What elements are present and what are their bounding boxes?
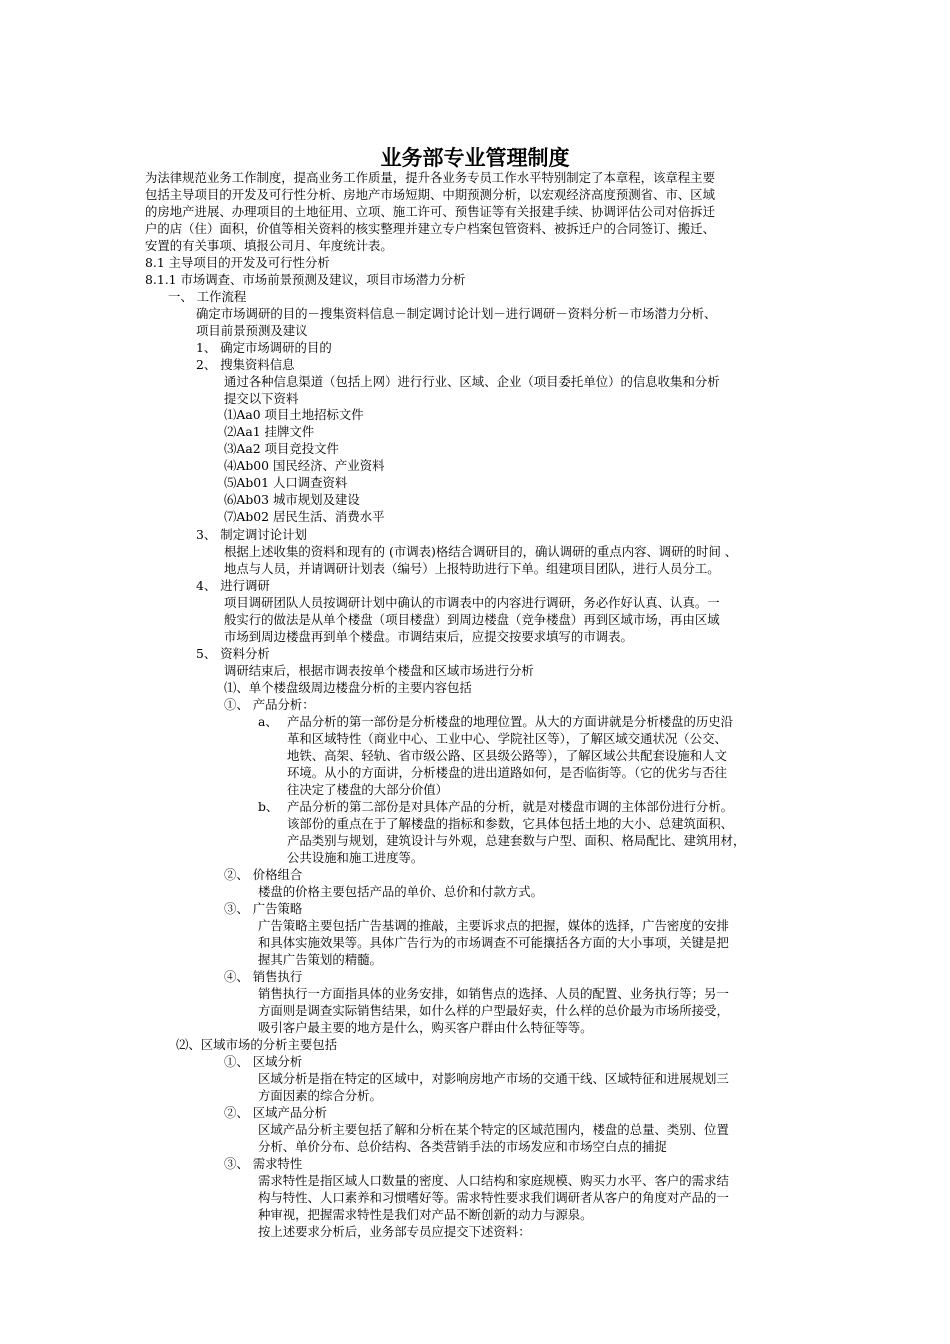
- demand-heading: ③、 需求特性: [224, 1156, 303, 1171]
- material-item: ⑹Ab03 城市规划及建设: [224, 492, 360, 507]
- product-b-line: 产品分析的第二部份是对具体产品的分析，就是对楼盘市调的主体部份进行分析。: [287, 799, 734, 814]
- material-item: ⑵Aa1 挂牌文件: [224, 424, 315, 439]
- sales-text-line: 吸引客户最主要的地方是什么，购买客户群由什么特征等等。: [258, 1020, 593, 1035]
- demand-text-line: 构与特性、人口素养和习惯嗜好等。需求特性要求我们调研者从客户的角度对产品的一: [258, 1190, 729, 1205]
- flow-line: 确定市场调研的目的－搜集资料信息－制定调讨论计划－进行调研－资料分析－市场潜力分析、: [196, 306, 717, 321]
- ad-text-line: 广告策略主要包括广告基调的推敲，主要诉求点的把握，媒体的选择，广告密度的安排: [258, 918, 729, 933]
- material-item: ⑺Ab02 居民生活、消费水平: [224, 509, 385, 524]
- sales-text-line: 方面则是调查实际销售结果，如什么样的户型最好卖，什么样的总价最为市场所接受，: [258, 1003, 729, 1018]
- step3-text-line: 根据上述收集的资料和现有的 (市调表)格结合调研目的，确认调研的重点内容、调研的时间 、: [224, 544, 738, 559]
- sub2-heading: ⑵、区域市场的分析主要包括: [176, 1037, 338, 1052]
- sales-text-line: 销售执行一方面指具体的业务安排，如销售点的选择、人员的配置、业务执行等；另一: [258, 986, 729, 1001]
- demand-text-line: 需求特性是指区域人口数量的密度、人口结构和家庭规模、购买力水平、客户的需求结: [258, 1173, 729, 1188]
- intro-line: 安置的有关事项、填报公司月、年度统计表。: [145, 238, 393, 253]
- intro-line: 的房地产进展、办理项目的土地征用、立项、施工许可、预售证等有关报建手续、协调评估公司对倍拆迁: [145, 204, 715, 219]
- material-item: ⑶Aa2 项目竞投文件: [224, 441, 339, 456]
- sub1-heading: ⑴、单个楼盘级周边楼盘分析的主要内容包括: [224, 680, 472, 695]
- ad-text-line: 和具体实施效果等。具体广告行为的市场调查不可能攘括各方面的大小事项，关键是把: [258, 935, 729, 950]
- price-text: 楼盘的价格主要包括产品的单价、总价和付款方式。: [258, 884, 543, 899]
- region-heading: ①、 区域分析: [224, 1054, 303, 1069]
- product-a-line: 地铁、高架、轻轨、省市级公路、区县级公路等），了解区域公共配套设施和人文: [287, 748, 727, 763]
- step5-text: 调研结束后，根据市调表按单个楼盘和区域市场进行分析: [224, 663, 534, 678]
- flow-line: 项目前景预测及建议: [196, 323, 308, 338]
- product-a-line: 往决定了楼盘的大部分价值）: [287, 782, 449, 797]
- ad-text-line: 握其广告策划的精髓。: [258, 952, 382, 967]
- region-product-text-line: 区域产品分析主要包括了解和分析在某个特定的区域范围内，楼盘的总量、类别、位置: [258, 1122, 729, 1137]
- product-a-line: 产品分析的第一部份是分析楼盘的地理位置。从大的方面讲就是分析楼盘的历史沿: [287, 714, 734, 729]
- step5-heading: 5、 资料分析: [196, 646, 270, 661]
- product-b-line: 产品类别与规划，建筑设计与外观，总建套数与户型、面积、格局配比、建筑用材，: [287, 833, 746, 848]
- material-item: ⑷Ab00 国民经济、产业资料: [224, 458, 385, 473]
- material-item: ⑴Aa0 项目土地招标文件: [224, 407, 364, 422]
- section-8-1-1-heading: 8.1.1 市场调查、市场前景预测及建议，项目市场潜力分析: [145, 272, 466, 287]
- price-heading: ②、 价格组合: [224, 867, 303, 882]
- product-a-line: 环境。从小的方面讲，分析楼盘的进出道路如何，是否临街等。（它的优劣与否往: [287, 765, 727, 780]
- product-b-line: 公共设施和施工进度等。: [287, 850, 424, 865]
- sales-heading: ④、 销售执行: [224, 969, 303, 984]
- step4-text-line: 市场到周边楼盘再到单个楼盘。市调结束后，应提交按要求填写的市调表。: [224, 629, 633, 644]
- step1-heading: 1、 确定市场调研的目的: [196, 340, 332, 355]
- product-a-line: 革和区域特性（商业中心、工业中心、学院社区等），了解区域交通状况（公交、: [287, 731, 727, 746]
- demand-text-line: 种审视，把握需求特性是我们对产品不断创新的动力与源泉。: [258, 1207, 593, 1222]
- product-analysis-heading: ①、 产品分析：: [224, 697, 315, 712]
- intro-line: 户的店（住）面积，价值等相关资料的核实整理并建立专户档案包管资料、被拆迁户的合同签订、搬迁、: [145, 221, 715, 236]
- step3-text-line: 地点与人员，并请调研计划表（编号）上报特助进行下单。组建项目团队，进行人员分工。: [224, 561, 720, 576]
- region-product-text-line: 分析、单价分布、总价结构、各类营销手法的市场发应和市场空白点的捕捉: [258, 1139, 667, 1154]
- product-b-label: b、: [258, 799, 279, 814]
- step3-heading: 3、 制定调讨论计划: [196, 527, 307, 542]
- section-8-1-heading: 8.1 主导项目的开发及可行性分析: [145, 255, 330, 270]
- region-text-line: 方面因素的综合分析。: [258, 1088, 382, 1103]
- intro-line: 为法律规范业务工作制度，提高业务工作质量，提升各业务专员工作水平特别制定了本章程，该章程主要: [145, 170, 715, 185]
- product-b-line: 该部份的重点在于了解楼盘的指标和参数，它具体包括土地的大小、总建筑面积、: [287, 816, 734, 831]
- step4-text-line: 般实行的做法是从单个楼盘（项目楼盘）到周边楼盘（竞争楼盘）再到区域市场，再由区域: [224, 612, 720, 627]
- product-a-label: a、: [258, 714, 278, 729]
- region-text-line: 区域分析是指在特定的区域中，对影响房地产市场的交通干线、区域特征和进展规划三: [258, 1071, 729, 1086]
- step2-heading: 2、 搜集资料信息: [196, 357, 295, 372]
- region-product-heading: ②、 区域产品分析: [224, 1105, 328, 1120]
- material-item: ⑸Ab01 人口调查资料: [224, 475, 348, 490]
- step2-text-line: 通过各种信息渠道（包括上网）进行行业、区域、企业（项目委托单位）的信息收集和分析: [224, 374, 720, 389]
- step2-text-line: 提交以下资料: [224, 391, 299, 406]
- demand-text-line: 按上述要求分析后，业务部专员应提交下述资料：: [258, 1224, 531, 1239]
- ad-heading: ③、 广告策略: [224, 901, 303, 916]
- step4-text-line: 项目调研团队人员按调研计划中确认的市调表中的内容进行调研，务必作好认真、认真。一: [224, 595, 720, 610]
- document-title: 业务部专业管理制度: [380, 146, 570, 170]
- intro-line: 包括主导项目的开发及可行性分析、房地产市场短期、中期预测分析，以宏观经济高度预测省、市、区域: [145, 187, 715, 202]
- part1-heading: 一、 工作流程: [168, 289, 247, 304]
- step4-heading: 4、 进行调研: [196, 578, 270, 593]
